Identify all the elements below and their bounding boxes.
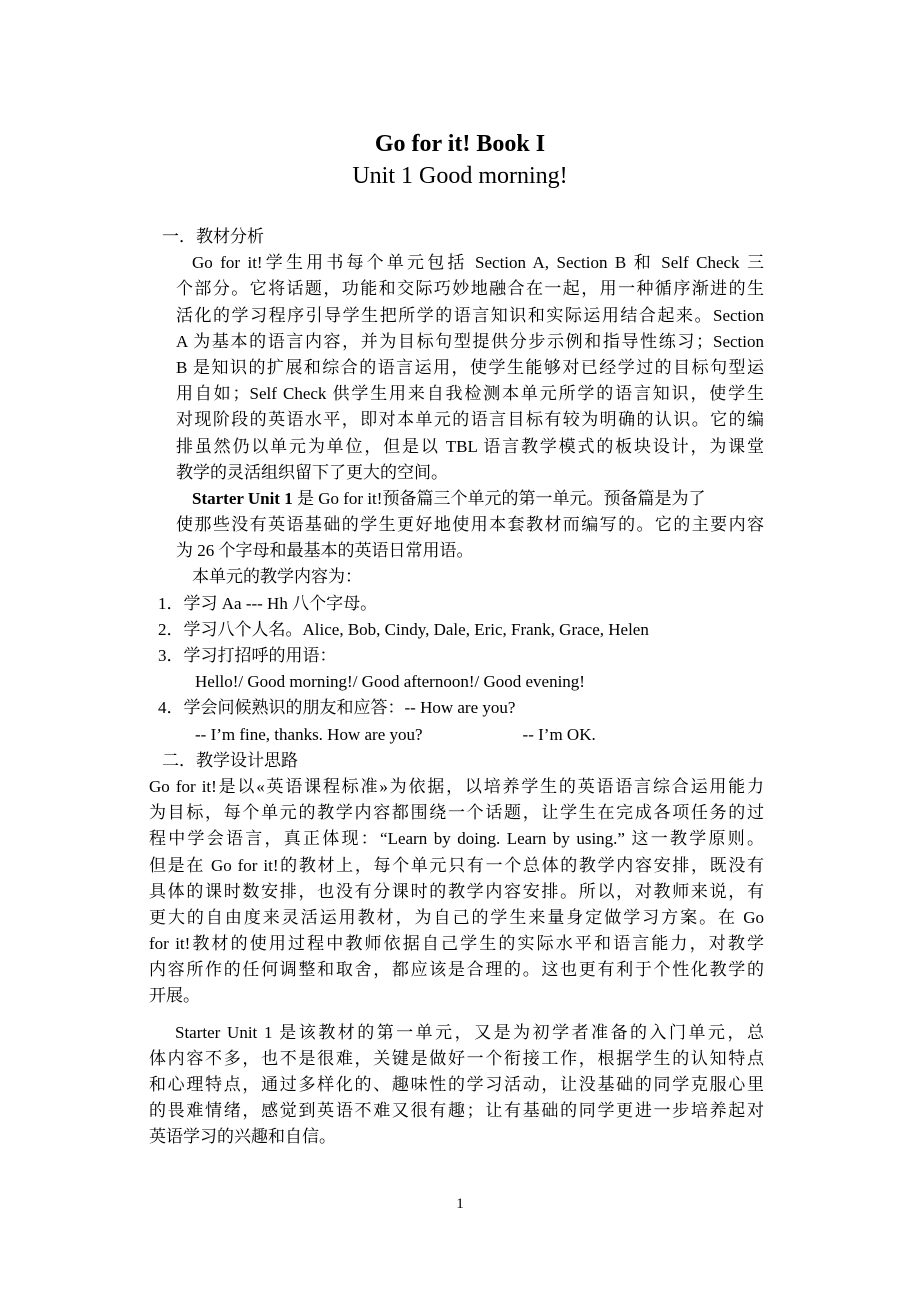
paragraph-line: 的畏难情绪，感觉到英语不难又很有趣；让有基础的同学更进一步培养起对 (149, 1101, 764, 1121)
paragraph-line: for it!教材的使用过程中教师依据自己学生的实际水平和语言能力，对教学 (149, 934, 764, 954)
document-body (149, 224, 764, 1151)
paragraph-line: 程中学会语言，真正体现：“Learn by doing. Learn by using.” 这一教学原则。 (149, 829, 764, 849)
paragraph-line: 具体的课时数安排，也没有分课时的教学内容安排。所以，对教师来说，有 (149, 881, 764, 901)
document-subtitle: Unit 1 Good morning! (352, 163, 568, 189)
paragraph-text: 是 Go for it!预备篇三个单元的第一单元。预备篇是为了 (292, 488, 706, 508)
section-heading-design: 二．教学设计思路 (162, 750, 298, 770)
paragraph-line: 更大的自由度来灵活运用教材，为自己的学生来量身定做学习方案。在 Go (149, 907, 764, 927)
list-text: 学习八个人名。Alice, Bob, Cindy, Dale, Eric, Frank, Grace, Helen (183, 619, 649, 639)
greetings-line: Hello!/ Good morning!/ Good afternoon!/ Good evening! (195, 672, 585, 692)
document-title: Go for it! Book I (374, 131, 546, 157)
list-item (158, 591, 764, 617)
paragraph-line: Go for it!是以«英语课程标准»为依据，以培养学生的英语语言综合运用能力 (149, 776, 764, 796)
list-item (158, 617, 764, 643)
paragraph-line (158, 486, 764, 512)
paragraph-line: 英语学习的兴趣和自信。 (149, 1127, 336, 1147)
paragraph-line: 用自如；Self Check 供学生用来自我检测本单元所学的语言知识，使学生 (176, 384, 764, 404)
list-number: 1． (158, 593, 184, 613)
paragraph-line: 体内容不多，也不是很难，关键是做好一个衔接工作，根据学生的认知特点 (149, 1048, 764, 1068)
list-number: 2． (158, 619, 184, 639)
design-paragraph-1 (149, 774, 764, 1010)
reply-right: -- I’m OK. (522, 724, 596, 744)
paragraph-line: 内容所作的任何调整和取舍，都应该是合理的。这也更有利于个性化教学的 (149, 960, 764, 980)
paragraph-line: 开展。 (149, 986, 200, 1006)
section-heading-analysis: 一．教材分析 (162, 227, 264, 246)
list-number: 3． (158, 646, 184, 665)
page-number: 1 (456, 1196, 464, 1212)
paragraph-line: 活化的学习程序引导学生把所学的语言知识和实际运用结合起来。Section (176, 305, 764, 325)
paragraph-line: 教学的灵活组织留下了更大的空间。 (176, 462, 448, 482)
starter-unit-bold: Starter Unit 1 (192, 488, 293, 508)
list-number: 4． (158, 698, 184, 718)
paragraph-line: Go for it!学生用书每个单元包括 Section A, Section B 和 Self Check 三 (192, 253, 764, 273)
list-item (158, 643, 764, 669)
content-list-intro: 本单元的教学内容为： (192, 567, 362, 587)
analysis-paragraph-1 (158, 250, 764, 486)
paragraph-line: 但是在 Go for it!的教材上，每个单元只有一个总体的教学内容安排，既没有 (149, 855, 764, 875)
list-text: 学习打招呼的用语： (183, 646, 337, 665)
reply-line (158, 722, 764, 748)
list-text: 学会问候熟识的朋友和应答：-- How are you? (183, 698, 516, 718)
list-item (158, 695, 764, 721)
paragraph-line: A 为基本的语言内容，并为目标句型提供分步示例和指导性练习；Section (176, 331, 764, 351)
analysis-paragraph-2 (158, 486, 764, 565)
paragraph-line: 和心理特点，通过多样化的、趣味性的学习活动，让没基础的同学克服心里 (149, 1075, 764, 1094)
content-list (158, 591, 764, 748)
paragraph-line: 排虽然仍以单元为单位，但是以 TBL 语言教学模式的板块设计，为课堂 (176, 436, 764, 456)
paragraph-line: 对现阶段的英语水平，即对本单元的语言目标有较为明确的认识。它的编 (176, 410, 764, 430)
paragraph-line: 使那些没有英语基础的学生更好地使用本套教材而编写的。它的主要内容 (176, 515, 764, 535)
paragraph-line: 为目标，每个单元的教学内容都围绕一个话题，让学生在完成各项任务的过 (149, 803, 764, 823)
paragraph-line: Starter Unit 1 是该教材的第一单元，又是为初学者准备的入门单元，总 (175, 1022, 764, 1042)
list-text: 学习 Aa --- Hh 八个字母。 (183, 593, 378, 613)
reply-left: -- I’m fine, thanks. How are you? (195, 724, 423, 744)
paragraph-line: B 是知识的扩展和综合的语言运用，使学生能够对已经学过的目标句型运 (176, 357, 764, 377)
paragraph-line: 个部分。它将话题，功能和交际巧妙地融合在一起，用一种循序渐进的生 (176, 279, 764, 299)
design-paragraph-2 (149, 1020, 764, 1151)
paragraph-line: 为 26 个字母和最基本的英语日常用语。 (176, 541, 474, 561)
